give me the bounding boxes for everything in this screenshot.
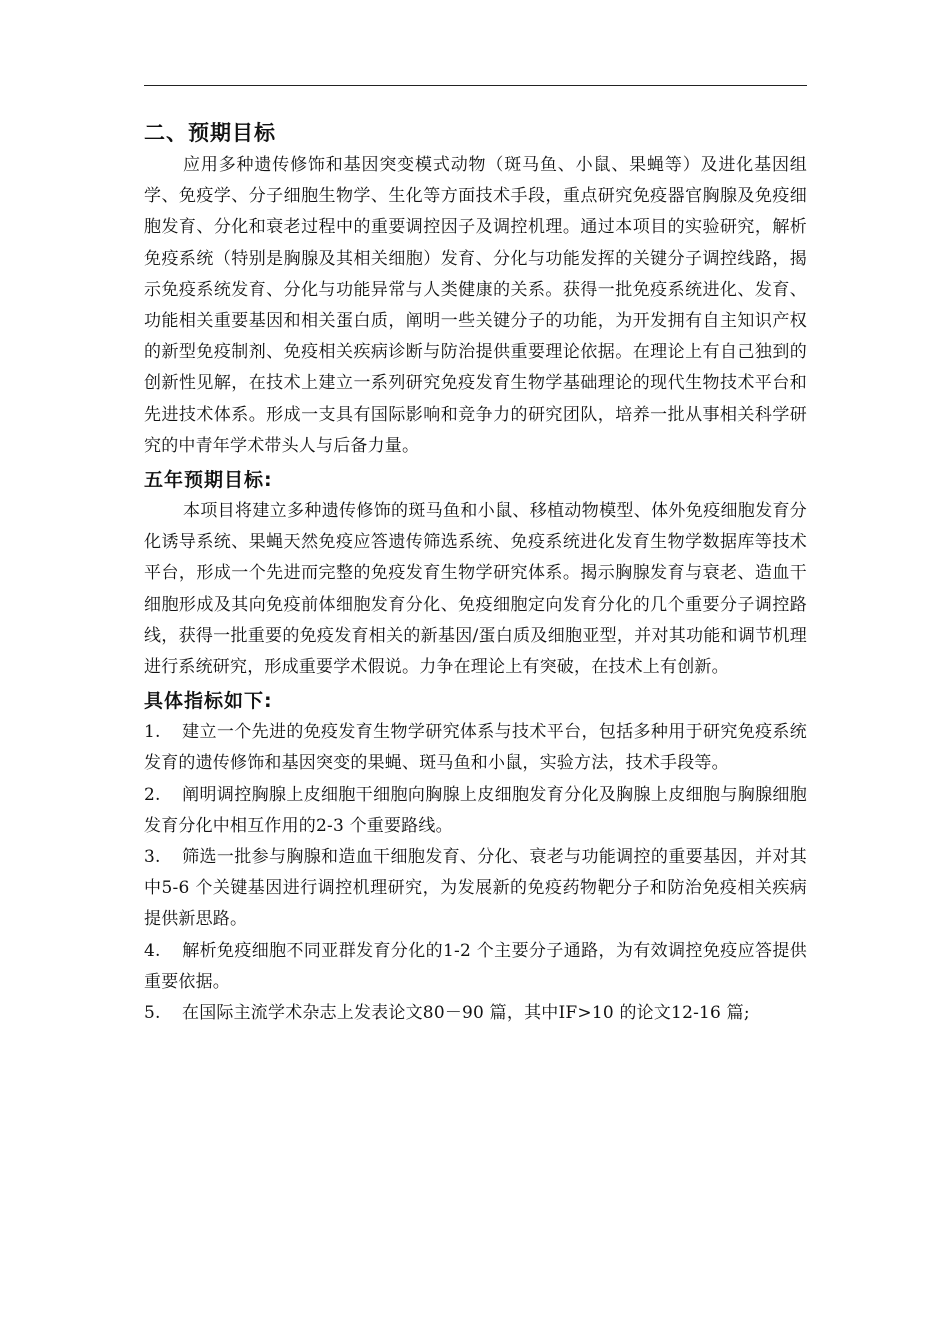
item-number: 1.: [144, 722, 161, 743]
list-item: [144, 717, 807, 779]
list-item: [144, 936, 807, 998]
indicator-list: [144, 717, 807, 1029]
indicators-heading: 具体指标如下:: [144, 690, 273, 713]
item-text: 筛选一批参与胸腺和造血干细胞发育、分化、衰老与功能调控的重要基因，并对其中5-6 个关键基因进行调控机理研究，为发展新的免疫药物靶分子和防治免疫相关疾病提供新思路。: [144, 847, 807, 930]
list-item: [144, 842, 807, 936]
item-number: 4.: [144, 940, 161, 961]
five-year-heading: 五年预期目标:: [144, 469, 273, 492]
item-text: 建立一个先进的免疫发育生物学研究体系与技术平台，包括多种用于研究免疫系统发育的遗传修饰和基因突变的果蝇、斑马鱼和小鼠，实验方法，技术手段等。: [144, 722, 807, 774]
item-text: 阐明调控胸腺上皮细胞干细胞向胸腺上皮细胞发育分化及胸腺上皮细胞与胸腺细胞发育分化中相互作用的2-3 个重要路线。: [144, 784, 807, 836]
item-text: 解析免疫细胞不同亚群发育分化的1-2 个主要分子通路，为有效调控免疫应答提供重要依据。: [144, 940, 807, 992]
item-number: 3.: [144, 847, 161, 868]
list-item: [144, 780, 807, 842]
document-body: [144, 116, 807, 1029]
paragraph-goals: 应用多种遗传修饰和基因突变模式动物（斑马鱼、小鼠、果蝇等）及进化基因组学、免疫学、分子细胞生物学、生化等方面技术手段，重点研究免疫器官胸腺及免疫细胞发育、分化和衰老过程中的重要调控因子及调控机理。通过本项目的实验研究，解析免疫系统（特别是胸腺及其相关细胞）发育、分化与功能发挥的关键分子调控线路，揭示免疫系统发育、分化与功能异常与人类健康的关系。获得一批免疫系统进化、发育、功能相关重要基因和相关蛋白质，阐明一些关键分子的功能，为开发拥有自主知识产权的新型免疫制剂、免疫相关疾病诊断与防治提供重要理论依据。在理论上有自己独到的创新性见解，在技术上建立一系列研究免疫发育生物学基础理论的现代生物技术平台和先进技术体系。形成一支具有国际影响和竞争力的研究团队，培养一批从事相关科学研究的中青年学术带头人与后备力量。: [144, 155, 807, 456]
section-title: 二、预期目标: [144, 121, 276, 145]
item-text: 在国际主流学术杂志上发表论文80－90 篇，其中IF>10 的论文12-16 篇;: [182, 1003, 750, 1024]
header-rule: [144, 85, 807, 86]
item-number: 5.: [144, 1003, 161, 1024]
paragraph-five-year: 本项目将建立多种遗传修饰的斑马鱼和小鼠、移植动物模型、体外免疫细胞发育分化诱导系统、果蝇天然免疫应答遗传筛选系统、免疫系统进化发育生物学数据库等技术平台，形成一个先进而完整的免疫发育生物学研究体系。揭示胸腺发育与衰老、造血干细胞形成及其向免疫前体细胞发育分化、免疫细胞定向发育分化的几个重要分子调控路线，获得一批重要的免疫发育相关的新基因/蛋白质及细胞亚型，并对其功能和调节机理进行系统研究，形成重要学术假说。力争在理论上有突破，在技术上有创新。: [144, 501, 807, 678]
item-number: 2.: [144, 784, 161, 805]
list-item: [144, 998, 807, 1029]
